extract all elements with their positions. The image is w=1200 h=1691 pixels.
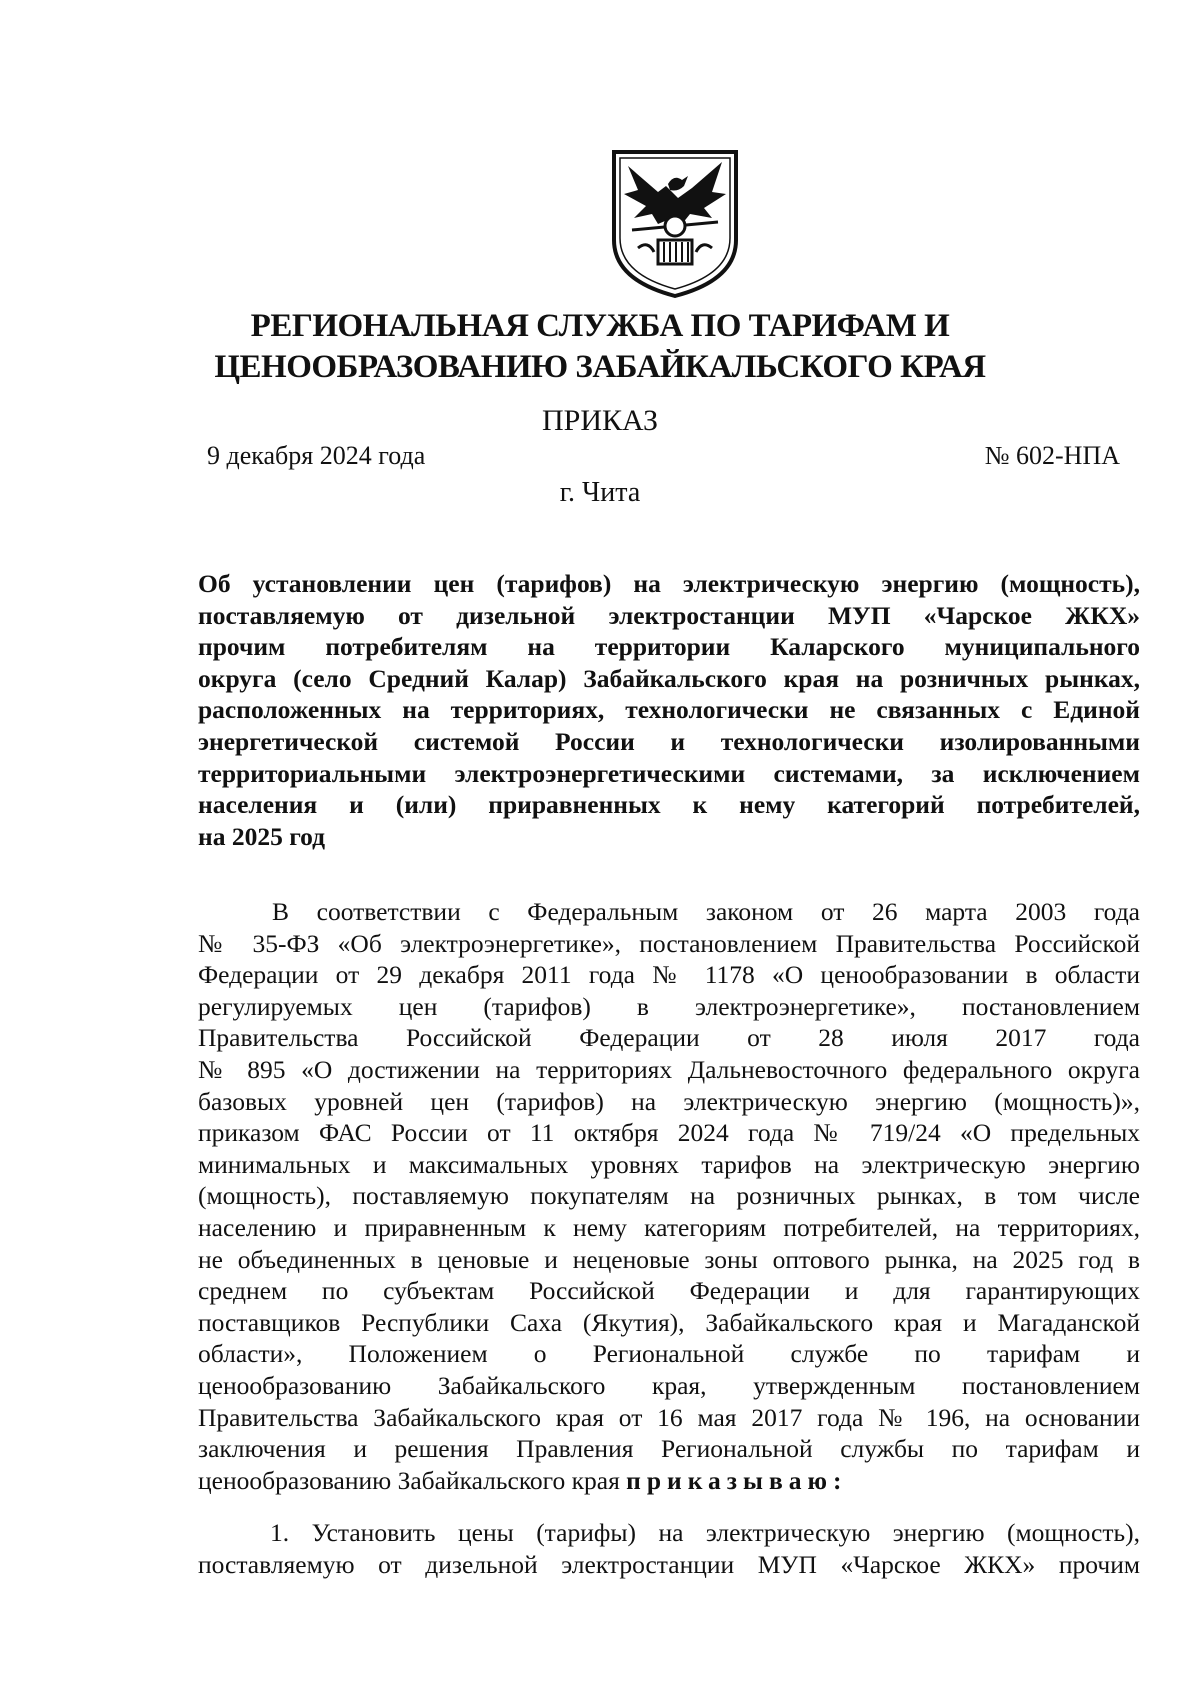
- body-line: (мощность), поставляемую покупателям на розничных рынках, в том числе: [198, 1181, 1140, 1211]
- body-line: В соответствии с Федеральным законом от 26 марта 2003 года: [272, 897, 1140, 926]
- document-number: № 602-НПА: [984, 441, 1120, 470]
- document-title: [198, 568, 1140, 852]
- body-line: Правительства Забайкальского края от 16 мая 2017 года № 196, на основании: [198, 1402, 1140, 1432]
- body-line: минимальных и максимальных уровнях тарифов на электрическую энергию: [198, 1149, 1140, 1179]
- body-line: приказом ФАС России от 11 октября 2024 года № 719/24 «О предельных: [198, 1118, 1140, 1148]
- agency-name-line-2: ЦЕНООБРАЗОВАНИЮ ЗАБАЙКАЛЬСКОГО КРАЯ: [214, 349, 986, 385]
- title-line: округа (село Средний Калар) Забайкальского края на розничных рынках,: [198, 663, 1140, 693]
- body-line-text: ценообразованию Забайкальского края: [198, 1465, 627, 1495]
- order-keyword: приказываю:: [626, 1465, 848, 1495]
- body-line: области», Положением о Региональной службе по тарифам и: [198, 1339, 1140, 1369]
- body-line: не объединенных в ценовые и неценовые зоны оптового рынка, на 2025 год в: [198, 1244, 1140, 1274]
- body-line: поставщиков Республики Саха (Якутия), Забайкальского края и Магаданской: [198, 1307, 1140, 1337]
- agency-name: [0, 306, 1200, 388]
- title-line: поставляемую от дизельной электростанции МУП «Чарское ЖКХ»: [198, 600, 1140, 630]
- body-line: № 895 «О достижении на территориях Дальневосточного федерального округа: [198, 1054, 1140, 1084]
- body-line: № 35-ФЗ «Об электроэнергетике», постановлением Правительства Российской: [198, 928, 1140, 958]
- body-line: ценообразованию Забайкальского края, утвержденным постановлением: [198, 1370, 1140, 1400]
- agency-name-line-1: РЕГИОНАЛЬНАЯ СЛУЖБА ПО ТАРИФАМ И: [250, 308, 950, 344]
- document-city: г. Чита: [559, 477, 641, 508]
- coat-of-arms-icon: [608, 148, 742, 298]
- body-line: Федерации от 29 декабря 2011 года № 1178 «О ценообразовании в области: [198, 960, 1140, 990]
- order-item-1: [198, 1517, 1140, 1580]
- title-line: на 2025 год: [198, 821, 326, 851]
- preamble-paragraph: [198, 896, 1140, 1496]
- title-line: населения и (или) приравненных к нему категорий потребителей,: [198, 790, 1140, 820]
- body-last-line: [198, 1465, 1140, 1497]
- body-line: среднем по субъектам Российской Федерации и для гарантирующих: [198, 1276, 1140, 1306]
- title-line: энергетической системой России и технологически изолированными: [198, 726, 1140, 756]
- document-date: 9 декабря 2024 года: [207, 441, 426, 470]
- title-line: территориальными электроэнергетическими системами, за исключением: [198, 758, 1140, 788]
- title-line: расположенных на территориях, технологически не связанных с Единой: [198, 695, 1140, 725]
- body-line: заключения и решения Правления Региональной службы по тарифам и: [198, 1434, 1140, 1464]
- title-line: Об установлении цен (тарифов) на электрическую энергию (мощность),: [198, 569, 1140, 598]
- document-type: ПРИКАЗ: [542, 404, 658, 437]
- item-line: поставляемую от дизельной электростанции МУП «Чарское ЖКХ» прочим: [198, 1549, 1140, 1579]
- body-line: Правительства Российской Федерации от 28 июля 2017 года: [198, 1023, 1140, 1053]
- item-line: 1. Установить цены (тарифы) на электрическую энергию (мощность),: [270, 1518, 1140, 1547]
- body-line: базовых уровней цен (тарифов) на электрическую энергию (мощность)»,: [198, 1086, 1140, 1116]
- body-line: населению и приравненным к нему категориям потребителей, на территориях,: [198, 1212, 1140, 1242]
- title-line: прочим потребителям на территории Каларского муниципального: [198, 632, 1140, 662]
- body-line: регулируемых цен (тарифов) в электроэнергетике», постановлением: [198, 991, 1140, 1021]
